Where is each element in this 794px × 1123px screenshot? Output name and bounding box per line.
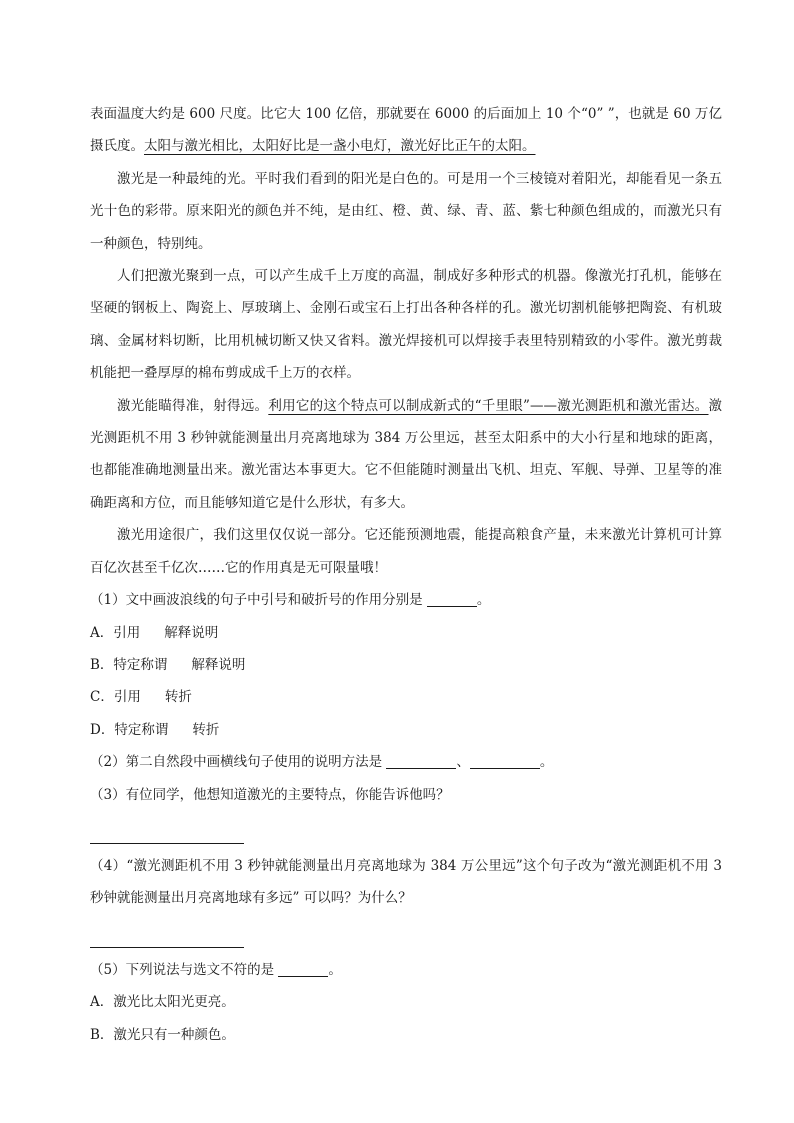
question-2-blank-2[interactable] [470,755,540,770]
question-2-end: 。 [539,754,554,771]
option-part-b: 转折 [164,689,192,706]
paragraph-2: 激光是一种最纯的光。平时我们看到的阳光是白色的。可是用一个三棱镜对着阳光，却能看见一条五光十色的彩带。原来阳光的颜色并不纯，是由红、橙、黄、绿、青、蓝、紫七种颜色组成的，而激光只有一种颜色，特别纯。 [90,170,722,252]
paragraph-3: 人们把激光聚到一点，可以产生成千上万度的高温，制成好多种形式的机器。像激光打孔机，能够在坚硬的钢板上、陶瓷上、厚玻璃上、金刚石或宝石上打出各种各样的孔。激光切割机能够把陶瓷、有机玻璃、金属材料切断，比用机械切断又快又省料。激光焊接机可以焊接手表里特别精致的小零件。激光剪裁机能把一叠厚厚的棉布剪成成千上万的衣样。 [90,268,722,382]
option-part-a: 特定称谓 [113,656,168,673]
option-letter: C． [90,689,114,706]
option-text: 激光只有一种颜色。 [113,1026,235,1043]
question-1-text: （1）文中画波浪线的句子中引号和破折号的作用分别是 [90,592,423,609]
option-letter: A． [90,994,114,1011]
option-part-b: 解释说明 [191,656,246,673]
question-4-stem: （4）“激光测距机不用 3 秒钟就能测量出月亮离地球为 384 万公里远”这个句子改为“激光测距机不用 3 秒钟就能测量出月亮离地球有多远” 可以吗？为什么？ [90,857,722,907]
question-1-end: 。 [476,592,491,609]
option-letter: A． [90,624,114,641]
option-letter: B． [90,1026,114,1043]
option-part-a: 特定称谓 [114,721,169,738]
option-part-b: 转折 [192,721,220,738]
paragraph-4-text: 激光测距机不用 3 秒钟就能测量出月亮离地球为 384 万公里远，甚至太阳系中的大小行星和地球的距离，也都能准确地测量出来。激光雷达本事更大。它不但能随时测量出飞机、坦克、军舰、导弹、卫星等的准确距离和方位，而且能够知道它是什么形状，有多大。 [90,397,723,511]
question-4-answer-line[interactable] [90,915,244,948]
option-part-a: 引用 [113,624,141,641]
wavy-sentence-qianliyan: 利用它的这个特点可以制成新式的“千里眼”——激光测距机和激光雷达。 [268,397,709,414]
document-body [90,98,722,1051]
question-2-blank-1[interactable] [386,755,456,770]
question-5-blank[interactable] [278,962,328,977]
question-1-option-b[interactable] [90,649,722,681]
paragraph-1-text: 表面温度大约是 600 尺度。比它大 100 亿倍，那就要在 6000 的后面加上 10 个“0” ”，也就是 60 万亿摄氏度。 [90,106,722,155]
question-2-text: （2）第二自然段中画横线句子使用的说明方法是 [90,754,383,771]
question-1-option-a[interactable] [90,617,722,649]
paragraph-4-lead: 激光能瞄得准，射得远。 [117,397,269,414]
paragraph-1 [90,98,722,163]
question-3-answer-line[interactable] [90,811,244,844]
question-3-stem: （3）有位同学，他想知道激光的主要特点，你能告诉他吗？ [90,786,450,803]
option-letter: B． [90,656,114,673]
paragraph-5: 激光用途很广，我们这里仅仅说一部分。它还能预测地震，能提高粮食产量，未来激光计算机可计算百亿次甚至千亿次……它的作用真是无可限量哦！ [90,527,722,576]
question-1-stem [90,584,722,616]
option-part-b: 解释说明 [164,624,219,641]
option-text: 激光比太阳光更亮。 [113,994,235,1011]
question-5-option-b[interactable] [90,1019,722,1051]
question-1-blank[interactable] [427,593,477,608]
question-2-separator: 、 [456,754,470,771]
question-2-stem [90,746,722,778]
question-5-end: 。 [328,961,342,978]
paragraph-4 [90,390,722,520]
option-part-a: 引用 [113,689,141,706]
question-5-text: （5）下列说法与选文不符的是 [90,961,275,978]
question-5-option-a[interactable] [90,986,722,1018]
question-1-option-d[interactable] [90,714,722,746]
question-1-option-c[interactable] [90,681,722,713]
question-5-stem [90,954,722,986]
underlined-sentence-comparison: 太阳与激光相比，太阳好比是一盏小电灯，激光好比正午的太阳。 [144,138,536,155]
option-letter: D． [90,721,115,738]
